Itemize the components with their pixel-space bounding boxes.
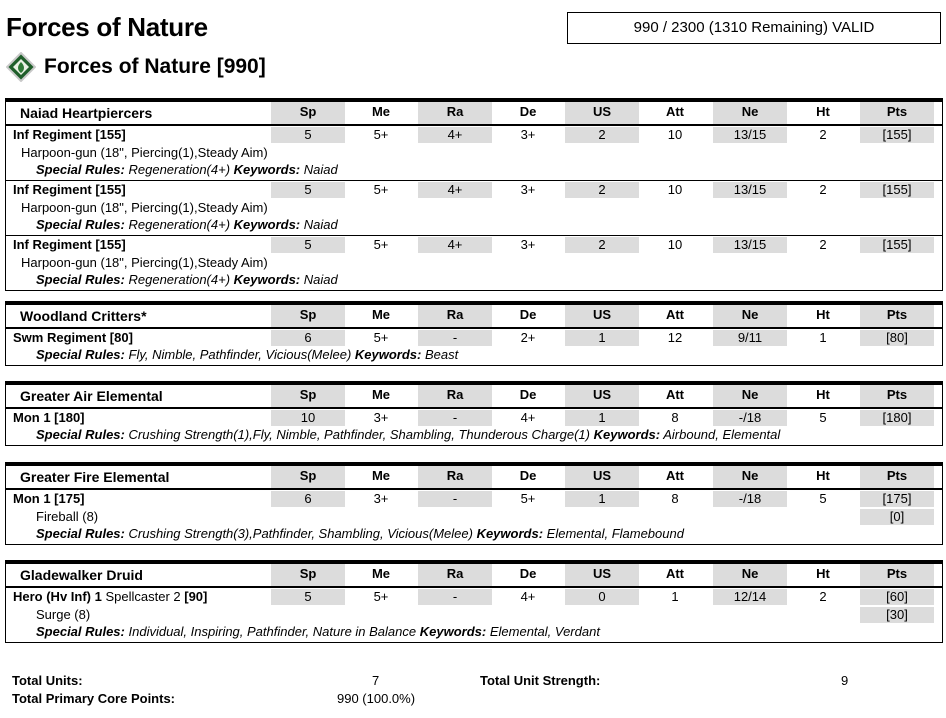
stat-value-pts: [155] xyxy=(860,127,934,143)
stat-value-sp: 5 xyxy=(271,182,345,198)
stat-header-us: US xyxy=(565,466,639,488)
equipment-row xyxy=(6,606,942,624)
equipment-item: Harpoon-gun (18", Piercing(1),Steady Aim) xyxy=(21,255,268,270)
stat-value-ne: -/18 xyxy=(713,410,787,426)
unit-header xyxy=(6,102,942,126)
special-rules-label: Special Rules: xyxy=(36,624,125,639)
stat-value-ne: -/18 xyxy=(713,491,787,507)
profile-row xyxy=(6,490,942,508)
unit-name: Greater Fire Elemental xyxy=(20,469,170,485)
special-rules-label: Special Rules: xyxy=(36,347,125,362)
stat-value-ht: 2 xyxy=(819,182,827,197)
stat-header-me: Me xyxy=(371,104,391,119)
profile-row xyxy=(6,409,942,427)
stat-header-att: Att xyxy=(665,307,685,322)
special-rules-label: Special Rules: xyxy=(36,272,125,287)
keywords-label: Keywords: xyxy=(233,272,301,287)
stat-header-de: De xyxy=(519,387,537,402)
special-rules-text: Regeneration(4+) xyxy=(128,272,231,287)
stat-value-de: 3+ xyxy=(520,127,536,142)
keywords-text: Elemental, Flamebound xyxy=(546,526,684,541)
stat-value-ne: 12/14 xyxy=(713,589,787,605)
stat-value-ht: 2 xyxy=(819,237,827,252)
stat-header-us: US xyxy=(565,564,639,586)
stat-value-ne: 13/15 xyxy=(713,237,787,253)
keywords-label: Keywords: xyxy=(419,624,487,639)
stat-header-att: Att xyxy=(665,387,685,402)
equipment-item: Surge (8) xyxy=(36,607,91,622)
unit-header xyxy=(6,466,942,490)
equipment-row xyxy=(6,508,942,526)
special-rules-row xyxy=(6,624,942,642)
special-rules xyxy=(36,217,338,232)
stat-value-me: 3+ xyxy=(373,491,389,506)
stat-value-de: 3+ xyxy=(520,182,536,197)
stat-value-att: 8 xyxy=(671,410,679,425)
stat-value-ne: 13/15 xyxy=(713,182,787,198)
stat-header-sp: Sp xyxy=(271,305,345,327)
special-rules-text: Crushing Strength(1),Fly, Nimble, Pathfinder, Shambling, Thunderous Charge(1) xyxy=(128,427,590,442)
special-rules-label: Special Rules: xyxy=(36,217,125,232)
stat-header-me: Me xyxy=(371,387,391,402)
unit-name: Naiad Heartpiercers xyxy=(20,105,153,121)
stat-value-ra: 4+ xyxy=(418,237,492,253)
unit-block xyxy=(5,98,943,291)
stat-header-pts: Pts xyxy=(860,102,934,124)
stat-value-att: 1 xyxy=(671,589,679,604)
stat-header-sp: Sp xyxy=(271,466,345,488)
stat-value-ra: 4+ xyxy=(418,127,492,143)
profile-type: Inf Regiment [155] xyxy=(13,127,126,142)
unit-block xyxy=(5,462,943,545)
keywords-label: Keywords: xyxy=(233,217,301,232)
stat-header-ht: Ht xyxy=(816,387,830,402)
stat-header-us: US xyxy=(565,102,639,124)
equipment-row xyxy=(6,144,942,162)
stat-value-me: 3+ xyxy=(373,410,389,425)
stat-header-ne: Ne xyxy=(713,466,787,488)
special-rules-row xyxy=(6,347,942,365)
stat-header-us: US xyxy=(565,385,639,407)
stat-header-ra: Ra xyxy=(418,385,492,407)
stat-value-us: 0 xyxy=(565,589,639,605)
stat-header-pts: Pts xyxy=(860,564,934,586)
keywords-text: Airbound, Elemental xyxy=(663,427,781,442)
total-unit-strength-label: Total Unit Strength: xyxy=(480,673,601,688)
stat-value-sp: 6 xyxy=(271,330,345,346)
stat-value-me: 5+ xyxy=(373,330,389,345)
total-units-value: 7 xyxy=(372,673,380,688)
stat-value-att: 10 xyxy=(667,127,683,142)
stat-value-me: 5+ xyxy=(373,127,389,142)
special-rules-row xyxy=(6,427,942,445)
stat-header-ne: Ne xyxy=(713,385,787,407)
stat-header-ht: Ht xyxy=(816,307,830,322)
stat-value-att: 10 xyxy=(667,182,683,197)
profile-name xyxy=(13,127,126,142)
stat-value-att: 8 xyxy=(671,491,679,506)
profile-row xyxy=(6,588,942,606)
stat-value-att: 12 xyxy=(667,330,683,345)
stat-value-sp: 5 xyxy=(271,237,345,253)
special-rules xyxy=(36,347,458,362)
special-rules-text: Regeneration(4+) xyxy=(128,217,231,232)
stat-value-sp: 5 xyxy=(271,589,345,605)
stat-value-de: 5+ xyxy=(520,491,536,506)
stat-header-ra: Ra xyxy=(418,466,492,488)
stat-value-de: 4+ xyxy=(520,589,536,604)
unit-header xyxy=(6,305,942,329)
stat-header-us: US xyxy=(565,305,639,327)
special-rules xyxy=(36,162,338,177)
stat-value-ra: - xyxy=(418,410,492,426)
keywords-text: Naiad xyxy=(303,162,338,177)
stat-value-us: 2 xyxy=(565,127,639,143)
special-rules xyxy=(36,526,684,541)
stat-value-pts: [155] xyxy=(860,237,934,253)
special-rules-label: Special Rules: xyxy=(36,162,125,177)
total-units-label: Total Units: xyxy=(12,673,83,688)
unit-header xyxy=(6,564,942,588)
stat-header-ne: Ne xyxy=(713,564,787,586)
special-rules-text: Crushing Strength(3),Pathfinder, Shambling, Vicious(Melee) xyxy=(128,526,473,541)
stat-header-ra: Ra xyxy=(418,305,492,327)
stat-value-ht: 2 xyxy=(819,589,827,604)
stat-header-ne: Ne xyxy=(713,102,787,124)
stat-value-att: 10 xyxy=(667,237,683,252)
equipment-item: Fireball (8) xyxy=(36,509,99,524)
stat-value-me: 5+ xyxy=(373,589,389,604)
stat-header-ne: Ne xyxy=(713,305,787,327)
equipment-row xyxy=(6,199,942,217)
stat-header-sp: Sp xyxy=(271,102,345,124)
equipment-item: Harpoon-gun (18", Piercing(1),Steady Aim) xyxy=(21,200,268,215)
profile-type: Mon 1 [180] xyxy=(13,410,85,425)
page-title: Forces of Nature xyxy=(6,12,208,42)
special-rules-row xyxy=(6,272,942,290)
stat-header-pts: Pts xyxy=(860,305,934,327)
keywords-label: Keywords: xyxy=(233,162,301,177)
stat-value-sp: 6 xyxy=(271,491,345,507)
profile-row xyxy=(6,180,942,199)
equipment-row xyxy=(6,254,942,272)
unit-name: Greater Air Elemental xyxy=(20,388,163,404)
special-rules-text: Regeneration(4+) xyxy=(128,162,231,177)
stat-value-ht: 1 xyxy=(819,330,827,345)
stat-header-sp: Sp xyxy=(271,385,345,407)
stat-header-att: Att xyxy=(665,566,685,581)
stat-header-att: Att xyxy=(665,468,685,483)
equipment-points: [0] xyxy=(860,509,934,525)
special-rules-label: Special Rules: xyxy=(36,526,125,541)
stat-value-pts: [80] xyxy=(860,330,934,346)
profile-type: Swm Regiment [80] xyxy=(13,330,133,345)
stat-header-pts: Pts xyxy=(860,385,934,407)
stat-value-pts: [155] xyxy=(860,182,934,198)
stat-header-de: De xyxy=(519,104,537,119)
keywords-text: Naiad xyxy=(303,272,338,287)
total-unit-strength-value: 9 xyxy=(841,673,849,688)
special-rules xyxy=(36,427,780,442)
total-core-points-value: 990 (100.0%) xyxy=(337,691,416,706)
stat-value-ra: - xyxy=(418,589,492,605)
stat-value-ra: - xyxy=(418,491,492,507)
stat-header-me: Me xyxy=(371,468,391,483)
stat-value-ht: 5 xyxy=(819,491,827,506)
profile-name xyxy=(13,491,85,506)
stat-header-ht: Ht xyxy=(816,566,830,581)
stat-value-us: 2 xyxy=(565,182,639,198)
diamond-leaf-emblem-icon xyxy=(6,52,36,82)
stat-value-ne: 9/11 xyxy=(713,330,787,346)
unit-block xyxy=(5,560,943,643)
profile-type: Inf Regiment [155] xyxy=(13,237,126,252)
keywords-text: Elemental, Verdant xyxy=(489,624,600,639)
special-rules xyxy=(36,272,338,287)
special-rules xyxy=(36,624,600,639)
stat-value-pts: [60] xyxy=(860,589,934,605)
army-heading-row xyxy=(6,50,266,84)
stat-value-ne: 13/15 xyxy=(713,127,787,143)
unit-header xyxy=(6,385,942,409)
keywords-text: Beast xyxy=(425,347,459,362)
unit-name: Woodland Critters* xyxy=(20,308,147,324)
keywords-label: Keywords: xyxy=(354,347,422,362)
keywords-text: Naiad xyxy=(303,217,338,232)
stat-header-att: Att xyxy=(665,104,685,119)
stat-header-ht: Ht xyxy=(816,104,830,119)
stat-value-de: 2+ xyxy=(520,330,536,345)
profile-row xyxy=(6,126,942,144)
unit-block xyxy=(5,381,943,446)
special-rules-text: Individual, Inspiring, Pathfinder, Nature in Balance xyxy=(128,624,417,639)
army-heading: Forces of Nature [990] xyxy=(44,55,266,78)
special-rules-row xyxy=(6,162,942,180)
stat-value-sp: 5 xyxy=(271,127,345,143)
special-rules-row xyxy=(6,526,942,544)
profile-row xyxy=(6,235,942,254)
stat-header-me: Me xyxy=(371,307,391,322)
stat-header-pts: Pts xyxy=(860,466,934,488)
stat-header-me: Me xyxy=(371,566,391,581)
unit-name: Gladewalker Druid xyxy=(20,567,143,583)
stat-value-de: 3+ xyxy=(520,237,536,252)
stat-value-pts: [180] xyxy=(860,410,934,426)
special-rules-row xyxy=(6,217,942,235)
special-rules-text: Fly, Nimble, Pathfinder, Vicious(Melee) xyxy=(128,347,352,362)
profile-row xyxy=(6,329,942,347)
profile-name xyxy=(13,589,207,604)
profile-name xyxy=(13,182,126,197)
stat-value-sp: 10 xyxy=(271,410,345,426)
unit-block xyxy=(5,301,943,366)
profile-name xyxy=(13,237,126,252)
stat-value-me: 5+ xyxy=(373,182,389,197)
profile-name xyxy=(13,410,85,425)
stat-header-de: De xyxy=(519,307,537,322)
points-status-box: 990 / 2300 (1310 Remaining) VALID xyxy=(567,12,941,44)
stat-header-de: De xyxy=(519,566,537,581)
keywords-label: Keywords: xyxy=(476,526,544,541)
keywords-label: Keywords: xyxy=(593,427,661,442)
stat-value-ra: - xyxy=(418,330,492,346)
profile-type: Inf Regiment [155] xyxy=(13,182,126,197)
stat-header-ht: Ht xyxy=(816,468,830,483)
total-core-points-label: Total Primary Core Points: xyxy=(12,691,176,706)
stat-value-ht: 5 xyxy=(819,410,827,425)
stat-value-ra: 4+ xyxy=(418,182,492,198)
stat-header-ra: Ra xyxy=(418,102,492,124)
profile-type: Mon 1 [175] xyxy=(13,491,85,506)
stat-value-us: 1 xyxy=(565,410,639,426)
equipment-points: [30] xyxy=(860,607,934,623)
stat-value-me: 5+ xyxy=(373,237,389,252)
profile-extra: Spellcaster 2 xyxy=(105,589,181,604)
stat-value-us: 2 xyxy=(565,237,639,253)
stat-header-ra: Ra xyxy=(418,564,492,586)
stat-value-us: 1 xyxy=(565,330,639,346)
equipment-item: Harpoon-gun (18", Piercing(1),Steady Aim) xyxy=(21,145,268,160)
profile-type: Hero (Hv Inf) 1 xyxy=(13,589,102,604)
stat-value-ht: 2 xyxy=(819,127,827,142)
special-rules-label: Special Rules: xyxy=(36,427,125,442)
stat-header-de: De xyxy=(519,468,537,483)
stat-value-de: 4+ xyxy=(520,410,536,425)
stat-value-us: 1 xyxy=(565,491,639,507)
profile-name xyxy=(13,330,133,345)
stat-value-pts: [175] xyxy=(860,491,934,507)
stat-header-sp: Sp xyxy=(271,564,345,586)
profile-points: [90] xyxy=(184,589,208,604)
